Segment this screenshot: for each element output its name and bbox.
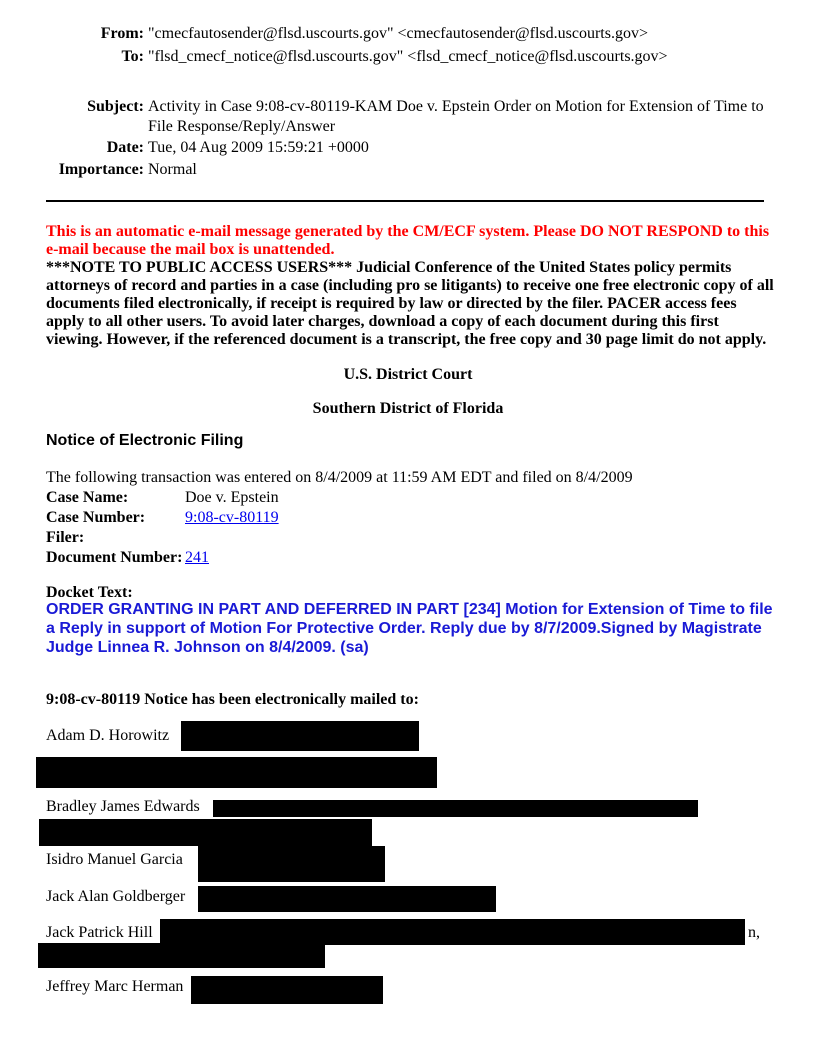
importance-value: Normal	[148, 161, 197, 178]
district-name: Southern District of Florida	[312, 400, 504, 417]
recipient-name: Jack Alan Goldberger	[46, 888, 186, 905]
subject-label: Subject:	[87, 98, 144, 115]
auto-message-warning: This is an automatic e-mail message generated by the CM/ECF system. Please DO NOT RESPOND to this e-mail because the mail box is unattended.	[46, 223, 770, 258]
from-value: "cmecfautosender@flsd.uscourts.gov" <cmecfautosender@flsd.uscourts.gov>	[148, 25, 648, 42]
case-number-link[interactable]: 9:08-cv-80119	[185, 509, 279, 526]
from-label: From:	[100, 25, 144, 42]
to-value: "flsd_cmecf_notice@flsd.uscourts.gov" <flsd_cmecf_notice@flsd.uscourts.gov>	[148, 48, 668, 65]
redaction-block	[213, 800, 698, 817]
redaction-block	[39, 819, 372, 846]
filer-label: Filer:	[46, 529, 85, 546]
redaction-block	[160, 919, 745, 945]
importance-label: Importance:	[58, 161, 144, 178]
redacted-text-remnant: n,	[748, 924, 760, 941]
public-access-note: ***NOTE TO PUBLIC ACCESS USERS*** Judicial Conference of the United States policy permits attorneys of record and parties in a case (including pro se litigants) to receive one free electronic copy of all documents filed electronically, if receipt is required by law or directed by the filer. PACER access fees apply to all other users. To avoid later charges, download a copy of each document during this first viewing. However, if the referenced document is a transcript, the free copy and 30 page limit do not apply.	[46, 259, 774, 348]
mailed-to-heading: 9:08-cv-80119 Notice has been electronically mailed to:	[46, 691, 419, 708]
redaction-block	[198, 846, 385, 882]
to-label: To:	[121, 48, 144, 65]
recipient-name: Jeffrey Marc Herman	[46, 978, 184, 995]
transaction-text: The following transaction was entered on 8/4/2009 at 11:59 AM EDT and filed on 8/4/2009	[46, 469, 633, 486]
recipient-name: Bradley James Edwards	[46, 798, 200, 815]
redaction-block	[38, 943, 325, 968]
case-name-value: Doe v. Epstein	[185, 489, 279, 506]
document-number-link[interactable]: 241	[185, 549, 209, 566]
redaction-block	[198, 886, 496, 912]
date-label: Date:	[106, 139, 144, 156]
document-number-label: Document Number:	[46, 549, 183, 566]
header-divider	[46, 200, 764, 202]
redaction-block	[191, 976, 383, 1004]
date-value: Tue, 04 Aug 2009 15:59:21 +0000	[148, 139, 369, 156]
subject-value: Activity in Case 9:08-cv-80119-KAM Doe v. Epstein Order on Motion for Extension of Time to File Response/Reply/Answer	[148, 98, 764, 135]
recipient-name: Adam D. Horowitz	[46, 727, 170, 744]
redaction-block	[36, 757, 437, 788]
docket-text: ORDER GRANTING IN PART AND DEFERRED IN PART [234] Motion for Extension of Time to file a Reply in support of Motion For Protective Order. Reply due by 8/7/2009.Signed by Magistrate Judge Linnea R. Johnson on 8/4/2009. (sa)	[46, 601, 773, 656]
docket-text-label: Docket Text:	[46, 584, 133, 601]
redaction-block	[181, 721, 419, 751]
case-name-label: Case Name:	[46, 489, 129, 506]
case-number-label: Case Number:	[46, 509, 146, 526]
nef-title: Notice of Electronic Filing	[46, 432, 244, 449]
recipient-name: Jack Patrick Hill	[46, 924, 153, 941]
court-name: U.S. District Court	[343, 366, 473, 383]
recipient-name: Isidro Manuel Garcia	[46, 851, 183, 868]
